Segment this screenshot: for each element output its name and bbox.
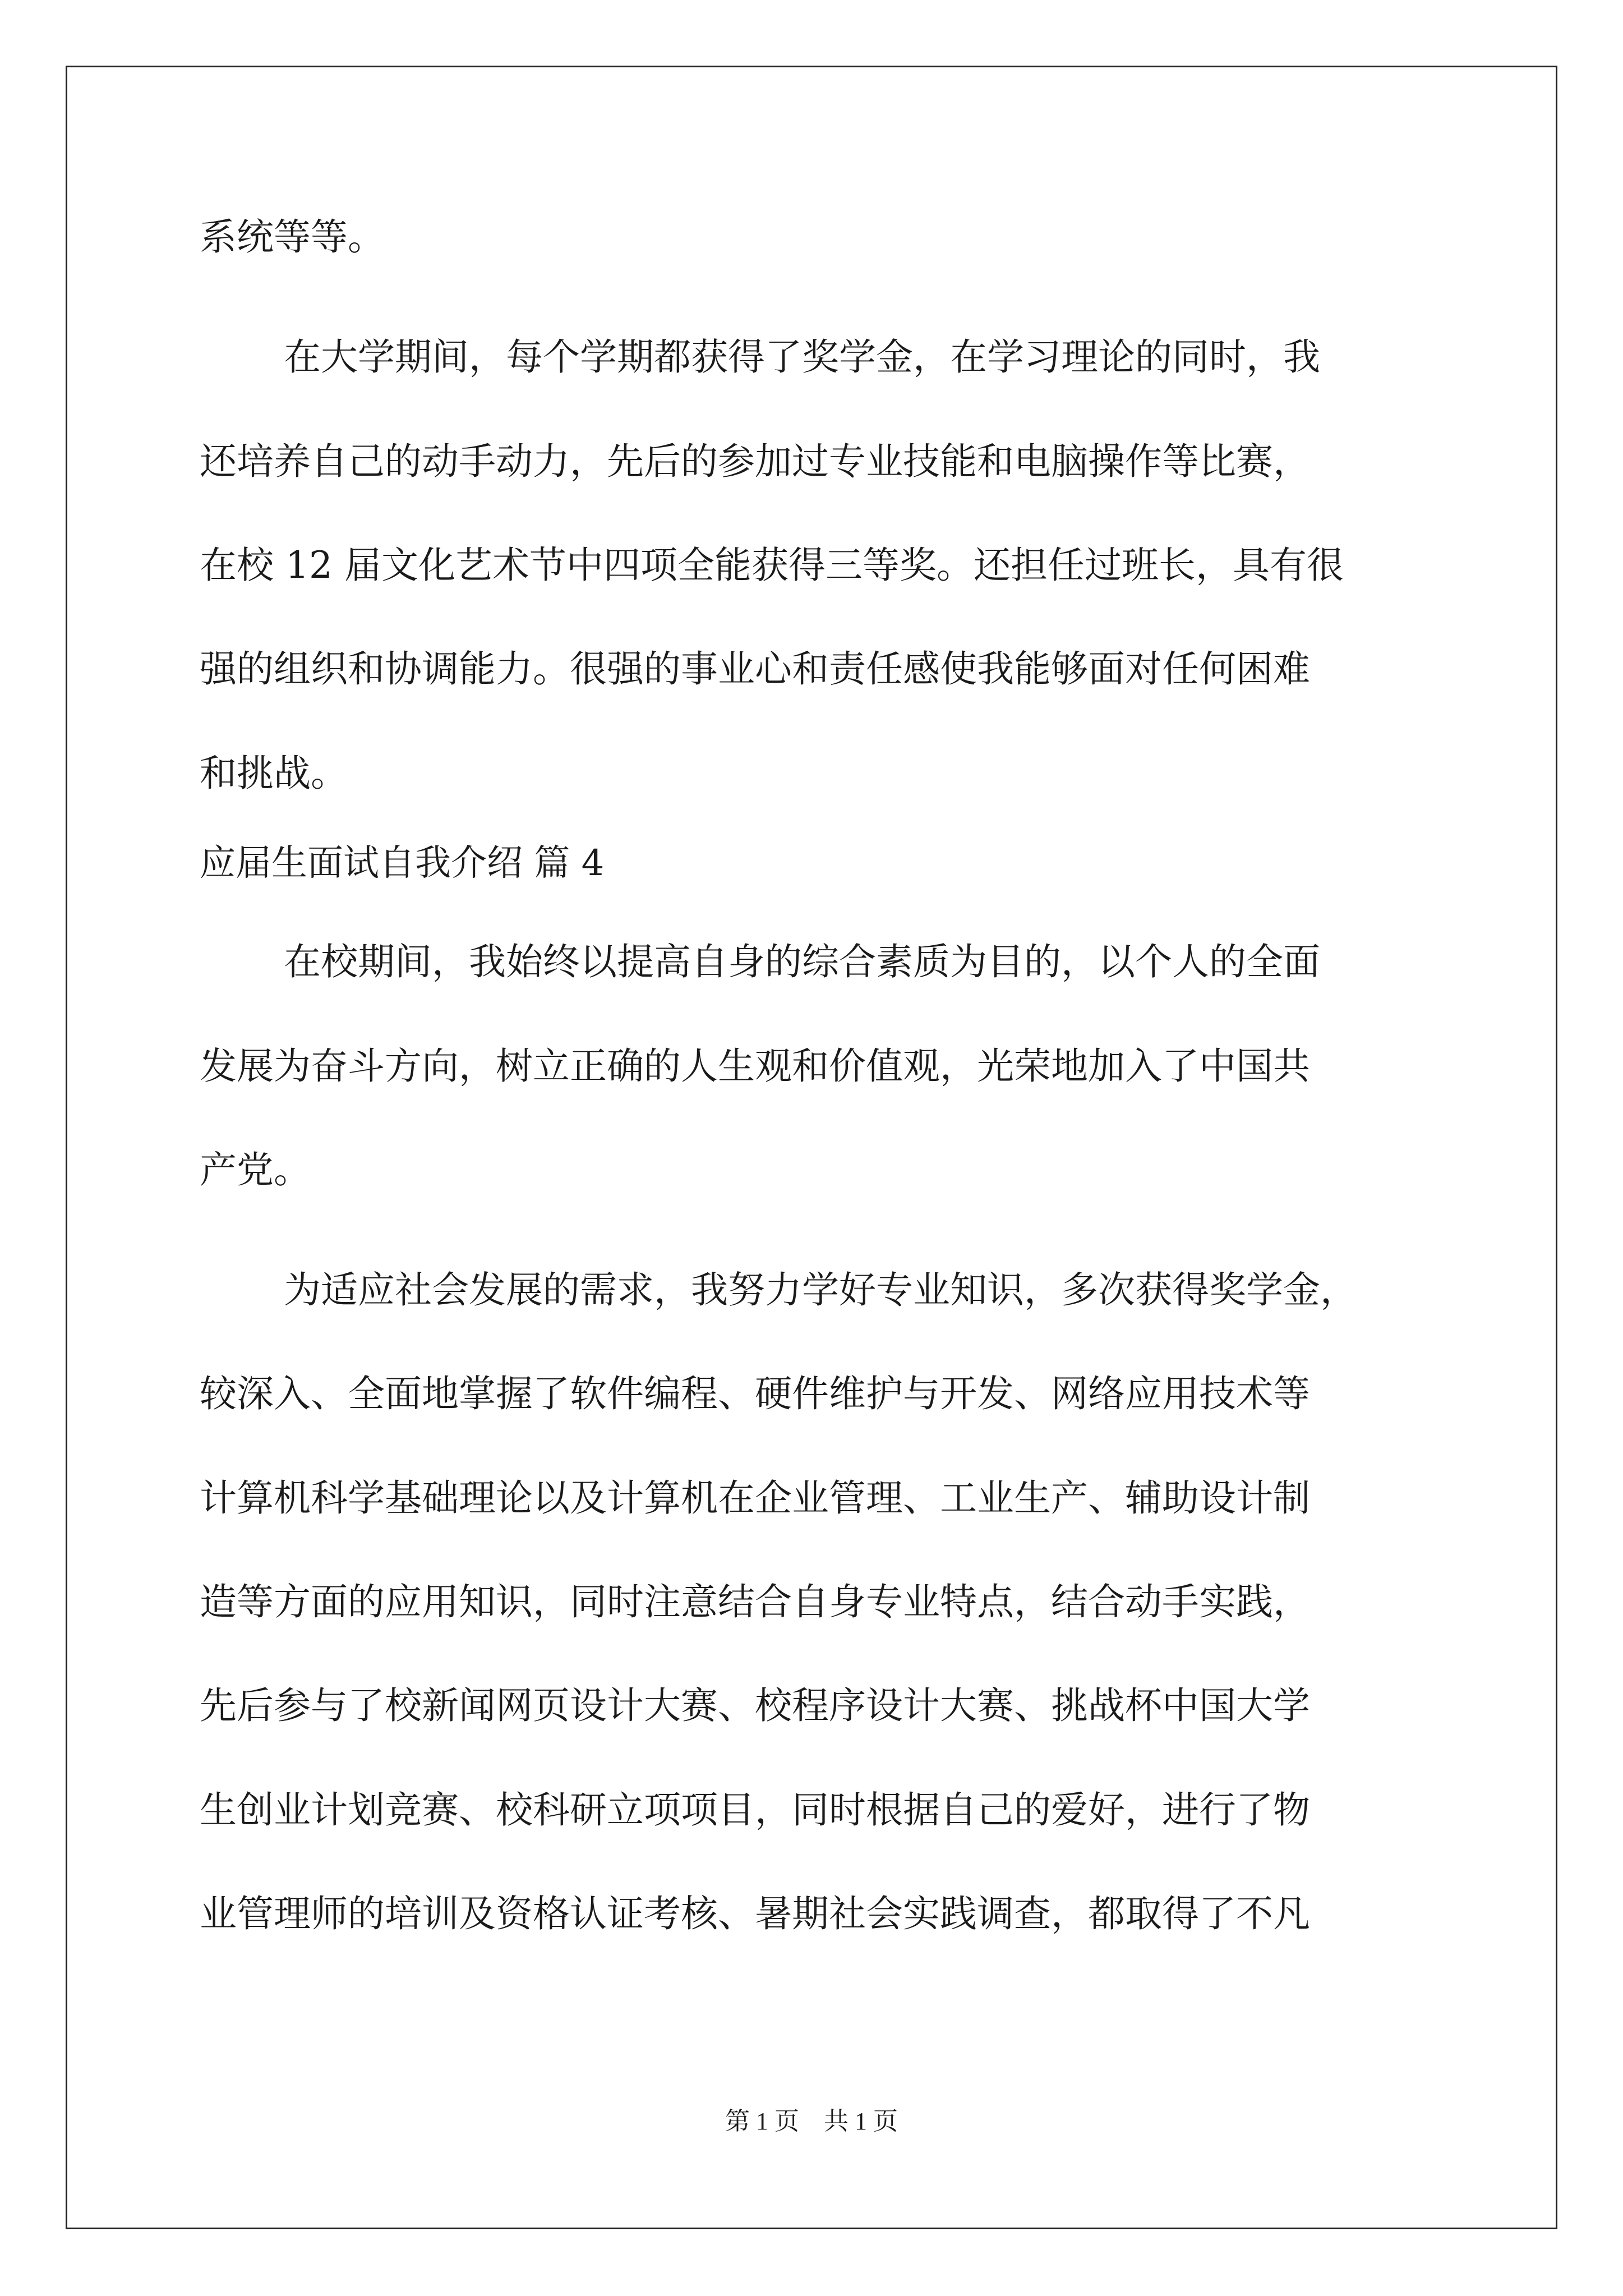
text-line: 和挑战。 <box>200 752 348 795</box>
text-line: 还培养自己的动手动力，先后的参加过专业技能和电脑操作等比赛， <box>200 440 1310 483</box>
text-line: 在校 12 届文化艺术节中四项全能获得三等奖。还担任过班长，具有很 <box>200 544 1344 587</box>
text-line: 生创业计划竞赛、校科研立项项目，同时根据自己的爱好，进行了物 <box>200 1788 1310 1832</box>
text-line: 产党。 <box>200 1148 311 1191</box>
text-line: 先后参与了校新闻网页设计大赛、校程序设计大赛、挑战杯中国大学 <box>200 1684 1310 1727</box>
text-line: 系统等等。 <box>200 215 385 259</box>
paragraph-first-line: 在大学期间，每个学期都获得了奖学金，在学习理论的同时，我 <box>284 335 1320 379</box>
paragraph-first-line: 为适应社会发展的需求，我努力学好专业知识，多次获得奖学金， <box>284 1268 1357 1312</box>
paragraph-first-line: 在校期间，我始终以提高自身的综合素质为目的，以个人的全面 <box>284 940 1320 983</box>
section-heading: 应届生面试自我介绍 篇 4 <box>200 843 605 884</box>
text-line: 造等方面的应用知识，同时注意结合自身专业特点，结合动手实践， <box>200 1580 1310 1623</box>
page-footer: 第 1 页 共 1 页 <box>725 2108 898 2135</box>
text-line: 强的组织和协调能力。很强的事业心和责任感使我能够面对任何困难 <box>200 647 1310 691</box>
text-line: 计算机科学基础理论以及计算机在企业管理、工业生产、辅助设计制 <box>200 1476 1310 1520</box>
text-line: 较深入、全面地掌握了软件编程、硬件维护与开发、网络应用技术等 <box>200 1372 1310 1415</box>
text-line: 发展为奋斗方向，树立正确的人生观和价值观，光荣地加入了中国共 <box>200 1045 1310 1088</box>
text-line: 业管理师的培训及资格认证考核、暑期社会实践调查，都取得了不凡 <box>200 1892 1310 1935</box>
